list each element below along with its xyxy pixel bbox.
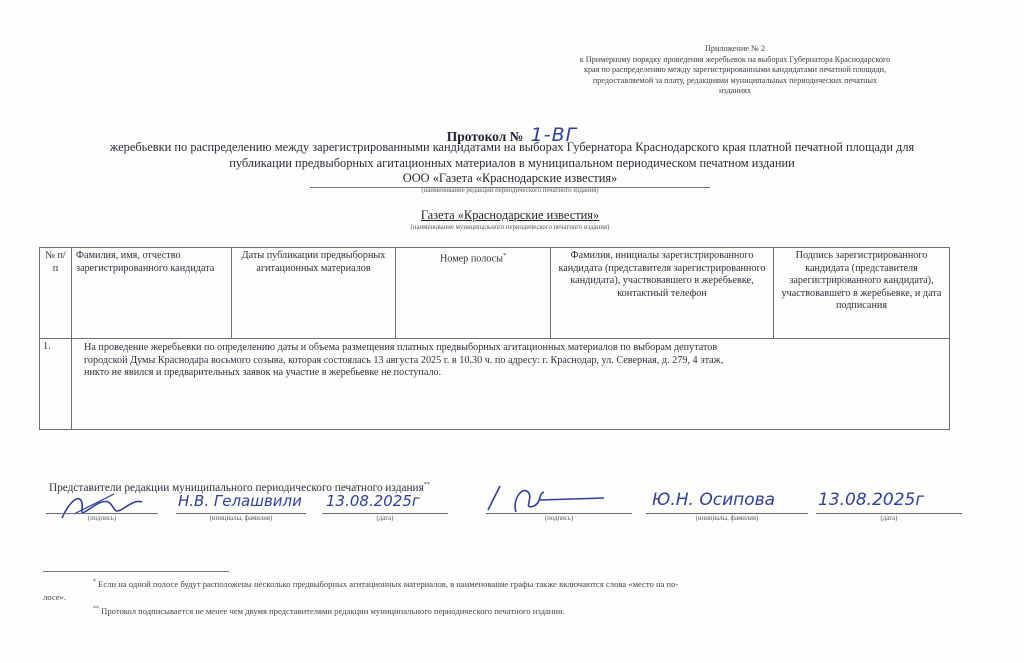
appendix-line: края по распределению между зарегистрированными кандидатами печатной площади, <box>583 65 887 74</box>
footnote-1-mark: * <box>93 579 96 585</box>
rep2-date: 13.08.2025г <box>818 490 925 510</box>
editorial-caption: (наименование редакции периодического печатного издания) <box>421 187 599 194</box>
appendix-line: Приложение № 2 <box>705 44 765 53</box>
date-line-2 <box>816 513 962 514</box>
appendix-line: к Примерному порядку проведения жеребьевок на выборах Губернатора Краснодарского <box>579 54 891 64</box>
row-number: 1. <box>40 339 72 430</box>
rep2-initials: Ю.Н. Осипова <box>652 490 776 510</box>
representatives-label-mark: ** <box>423 482 430 489</box>
protocol-title-text: Протокол № <box>446 129 524 144</box>
header-num: № п/п <box>40 248 72 339</box>
header-name: Фамилия, имя, отчество зарегистрированного кандидата <box>72 248 232 339</box>
draw-table <box>39 247 950 430</box>
protocol-subtitle <box>20 140 1004 171</box>
footnote-1 <box>43 576 983 604</box>
editorial-name: ООО «Газета «Краснодарские известия» <box>310 171 710 188</box>
header-candidate: Фамилия, инициалы зарегистрированного кандидата (представителя зарегистрированного кандидата), участвовавшего в жеребьевке, контактный телефон <box>551 248 774 339</box>
row-text <box>72 339 950 430</box>
initials-line-1 <box>176 513 306 514</box>
representatives-label-text: Представители редакции муниципального периодического печатного издания <box>49 482 424 494</box>
footnote-1-line2: лосе». <box>43 591 66 602</box>
initials-caption-1: (инициалы, фамилия) <box>209 515 273 522</box>
appendix-line: изданиях <box>719 86 751 95</box>
initials-line-2 <box>646 513 808 514</box>
footnote-2-mark: ** <box>93 606 99 612</box>
footnote-1-text: Если на одной полосе будут расположены несколько предвыборных агитационных материалов, в наименование графы также включаются слова «место на по- <box>98 578 679 589</box>
signature-line-2 <box>486 513 632 514</box>
row-text-line: На проведение жеребьевки по определению даты и объема размещения платных предвыборных агитационных материалов по выборам депутатов <box>84 342 718 353</box>
header-page-mark: * <box>503 253 507 259</box>
footnote-2-text: Протокол подписывается не менее чем двумя представителями редакции муниципального периодического печатного издании. <box>101 605 565 616</box>
newspaper-caption: (наименование муниципального периодического печатного издания) <box>410 224 610 231</box>
table-row <box>40 339 950 430</box>
signature-line-1 <box>46 513 158 514</box>
date-line-1 <box>322 513 448 514</box>
subtitle-line: публикации предвыборных агитационных материалов в муниципальном периодическом печатном издании <box>229 155 795 170</box>
newspaper-name: Газета «Краснодарские известия» <box>420 208 600 222</box>
footnote-2 <box>93 603 993 618</box>
row-text-line: городской Думы Краснодара восьмого созыва, которая состоялась 13 августа 2025 г. в 10.30 ч. по адресу: г. Краснодар, ул. Северная, д. 279, 4 этаж, <box>84 354 724 366</box>
footnote-divider <box>43 571 229 572</box>
signature-2 <box>482 482 612 516</box>
footnote-1-line1 <box>43 576 983 591</box>
date-caption-2: (дата) <box>880 515 898 522</box>
header-dates: Даты публикации предвыборных агитационных материалов <box>232 248 396 339</box>
appendix-header <box>520 44 950 97</box>
header-page <box>396 248 551 339</box>
signature-caption-2: (подпись) <box>544 515 574 522</box>
appendix-line: предоставляемой за плату, редакциями муниципальных периодических печатных <box>592 75 878 85</box>
signature-caption-1: (подпись) <box>87 515 117 522</box>
rep1-date: 13.08.2025г <box>326 492 420 510</box>
date-caption-1: (дата) <box>376 515 394 522</box>
protocol-number-handwritten: 1-ВГ <box>530 124 578 146</box>
header-signature: Подпись зарегистрированного кандидата (представителя зарегистрированного кандидата), участвовавшего в жеребьевке, и дата подписания <box>774 248 950 339</box>
table-header-row <box>40 248 950 339</box>
subtitle-line: жеребьевки по распределению между зарегистрированными кандидатами на выборах Губернатора Краснодарского края платной печатной площади для <box>109 140 915 154</box>
header-page-text: Номер полосы <box>439 253 504 265</box>
row-text-line: никто не явился и предварительных заявок на участие в жеребьевке не поступало. <box>84 367 442 378</box>
rep1-initials: Н.В. Гелашвили <box>178 492 302 510</box>
initials-caption-2: (инициалы, фамилия) <box>695 515 759 522</box>
